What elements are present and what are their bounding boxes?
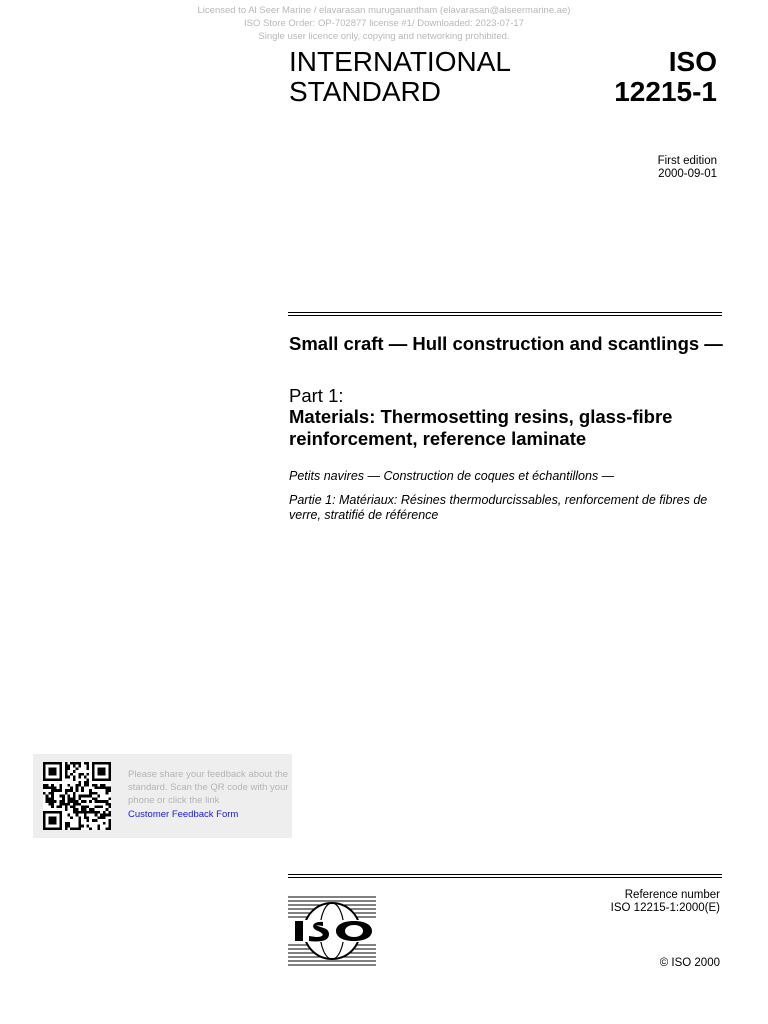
top-rule-1	[288, 312, 722, 313]
edition-block	[560, 155, 717, 181]
reference-block	[520, 889, 720, 915]
feedback-text: Please share your feedback about the standard. Scan the QR code with your phone or click the link	[128, 769, 289, 806]
document-type	[289, 47, 511, 107]
standard-prefix: ISO	[668, 46, 717, 77]
title-part: Materials: Thermosetting resins, glass-fibre reinforcement, reference laminate	[289, 406, 673, 449]
license-line-3: Single user licence only, copying and networking prohibited.	[258, 31, 510, 42]
bottom-rule-2	[288, 877, 722, 878]
edition-label: First edition	[657, 155, 717, 167]
bottom-rule-1	[288, 874, 722, 875]
license-line-1: Licensed to Al Seer Marine / elavarasan muruganantham (elavarasan@alseermarine.ae)	[197, 5, 571, 16]
document-type-line-2: STANDARD	[289, 76, 441, 107]
feedback-panel	[33, 754, 292, 838]
title-french-part: Partie 1: Matériaux: Résines thermodurcissables, renforcement de fibres de verre, stratifié de référence	[289, 493, 708, 522]
license-line-2: ISO Store Order: OP-702877 license #1/ Downloaded: 2023-07-17	[244, 18, 524, 29]
reference-value: ISO 12215-1:2000(E)	[610, 902, 720, 914]
title-french-main: Petits navires — Construction de coques et échantillons —	[289, 469, 615, 483]
copyright: © ISO 2000	[659, 957, 720, 969]
qr-code-icon[interactable]	[41, 762, 113, 830]
standard-code: 12215-1	[614, 76, 717, 107]
document-type-line-1: INTERNATIONAL	[289, 46, 511, 77]
customer-feedback-link[interactable]: Customer Feedback Form	[128, 809, 239, 820]
top-rule-2	[288, 315, 722, 316]
title-main: Small craft — Hull construction and scantlings —	[289, 333, 723, 354]
reference-label: Reference number	[624, 889, 720, 901]
title-part-label: Part 1:	[289, 385, 344, 406]
edition-date: 2000-09-01	[658, 168, 717, 180]
iso-logo	[288, 893, 376, 969]
standard-number	[560, 47, 717, 107]
